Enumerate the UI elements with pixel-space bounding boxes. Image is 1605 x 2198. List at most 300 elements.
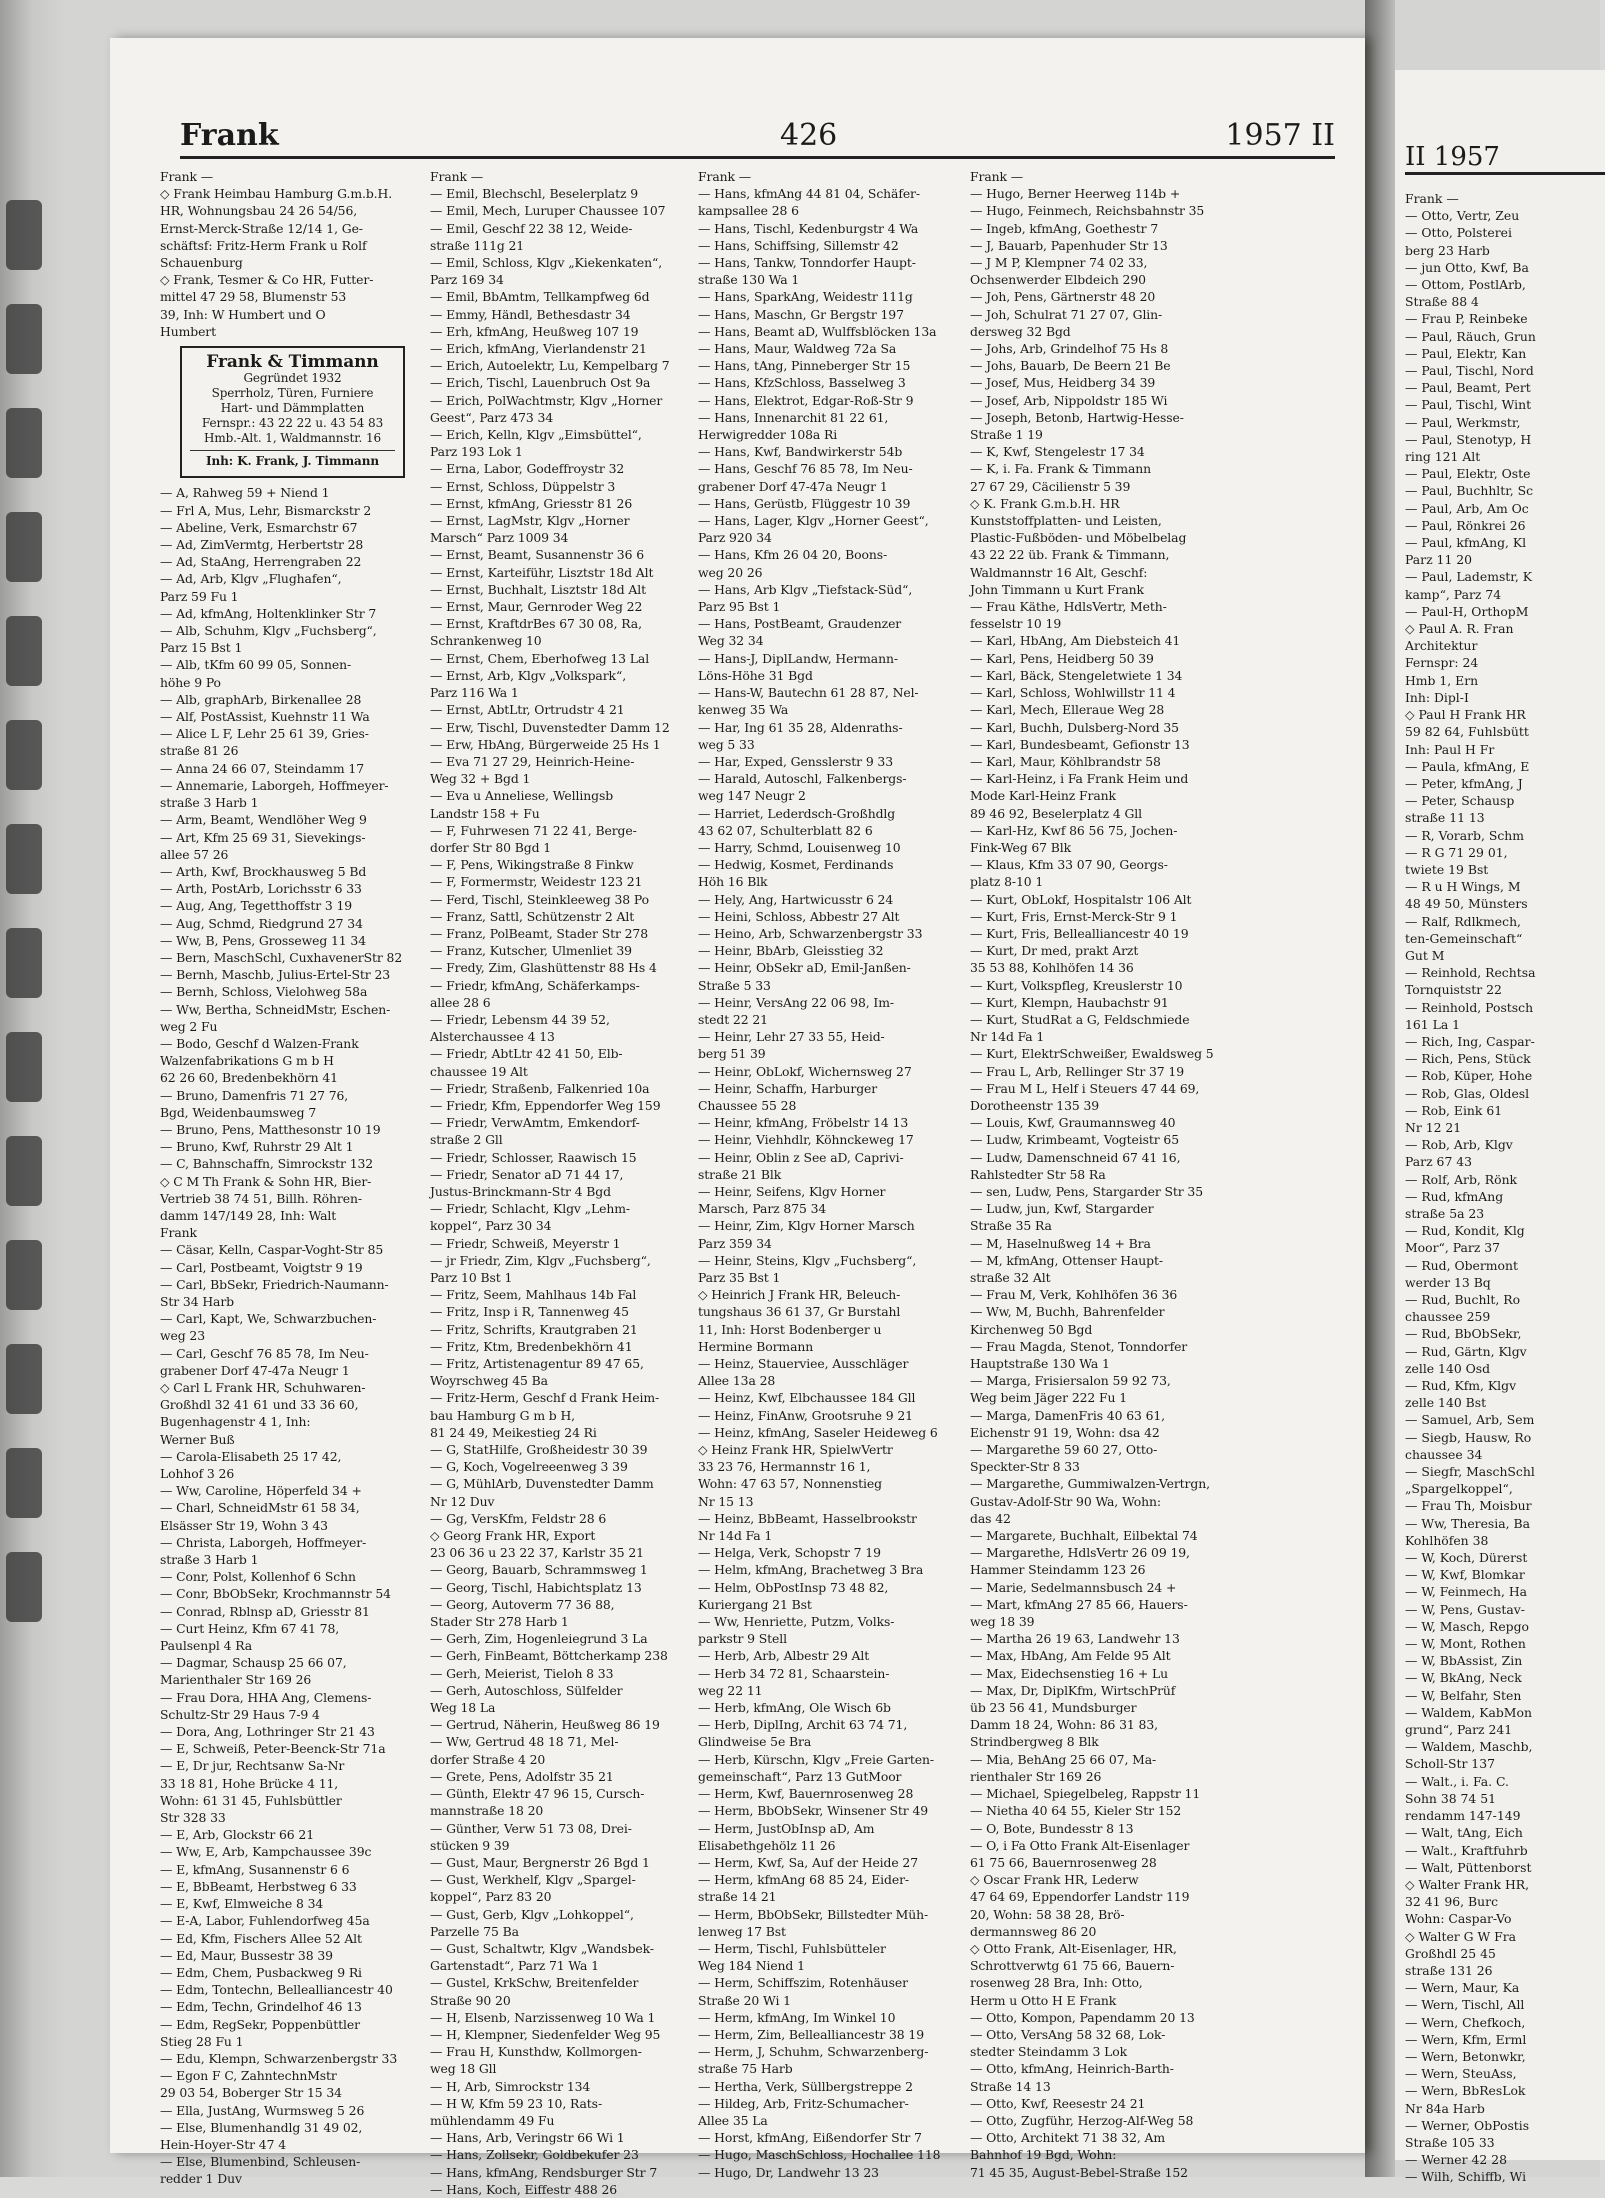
directory-entry: Hmb 1, Ern — [1405, 672, 1479, 688]
directory-entry: straße 32 Alt — [970, 1270, 1051, 1285]
directory-page — [110, 38, 1365, 2197]
directory-entry: chaussee 19 Alt — [430, 1063, 528, 1079]
directory-entry: — Hans, Lager, Klgv „Horner Geest“, — [698, 513, 929, 529]
directory-entry: dorfer Straße 4 20 — [430, 1751, 546, 1767]
directory-entry: 161 La 1 — [1405, 1016, 1461, 1032]
directory-entry: — Kurt, Klempn, Haubachstr 91 — [970, 994, 1169, 1010]
directory-entry: Schrottverwtg 61 75 66, Bauern- — [970, 1958, 1175, 1974]
directory-entry: Straße 20 Wi 1 — [698, 1992, 791, 2008]
directory-entry: — Otto, Vertr, Zeu — [1405, 208, 1520, 224]
directory-entry: Fernspr: 24 — [1405, 655, 1479, 671]
directory-entry: — Hans, Kwf, Bandwirkerstr 54b — [698, 444, 903, 460]
directory-entry: — Siegfr, MaschSchl — [1405, 1464, 1535, 1480]
directory-entry: kenweg 35 Wa — [698, 702, 789, 718]
directory-entry: bau Hamburg G m b H, — [430, 1407, 576, 1423]
directory-entry: Parz 116 Wa 1 — [430, 685, 519, 701]
directory-entry: — Carola-Elisabeth 25 17 42, — [160, 1448, 342, 1464]
directory-entry: — Paul, Buchhltr, Sc — [1405, 483, 1534, 499]
directory-entry: — Paul, Werkmstr, — [1405, 414, 1521, 430]
directory-entry: — Ed, Maur, Bussestr 38 39 — [160, 1947, 333, 1963]
directory-entry: — Waldem, Maschb, — [1405, 1739, 1533, 1755]
directory-entry: Parz 35 Bst 1 — [698, 1270, 781, 1285]
directory-entry: — Har, Ing 61 35 28, Aldenraths- — [698, 719, 903, 735]
directory-entry: Ernst-Merck-Straße 12/14 1, Ge- — [160, 220, 363, 236]
directory-entry: weg 5 33 — [698, 736, 755, 752]
directory-entry: — Herm, Tischl, Fuhlsbütteler — [698, 1940, 886, 1956]
directory-entry: Frank — [160, 1225, 197, 1241]
directory-entry: — Karl, Bäck, Stengeletwiete 1 34 — [970, 667, 1183, 683]
directory-entry: 35 53 88, Kohlhöfen 14 36 — [970, 960, 1134, 976]
directory-entry: Wohn: 47 63 57, Nonnenstieg — [698, 1476, 882, 1492]
directory-entry: Waldmannstr 16 Alt, Geschf: — [970, 564, 1148, 580]
directory-entry: — Helga, Verk, Schopstr 7 19 — [698, 1545, 881, 1561]
directory-entry: Nr 14d Fa 1 — [970, 1029, 1045, 1045]
directory-entry: Stader Str 278 Harb 1 — [430, 1614, 569, 1630]
directory-entry: — Hans, SparkAng, Weidestr 111g — [698, 289, 913, 305]
directory-entry: Parz 15 Bst 1 — [160, 640, 243, 656]
directory-entry: — Johs, Bauarb, De Beern 21 Be — [970, 358, 1171, 374]
directory-entry: — Kurt, ElektrSchweißer, Ewaldsweg 5 — [970, 1046, 1214, 1062]
directory-entry: — Fritz-Herm, Geschf d Frank Heim- — [430, 1390, 660, 1406]
directory-entry: — K, Kwf, Stengelestr 17 34 — [970, 444, 1145, 460]
directory-entry: — Bruno, Damenfris 71 27 76, — [160, 1087, 349, 1103]
directory-entry: — Friedr, Kfm, Eppendorfer Weg 159 — [430, 1097, 661, 1113]
directory-entry: — Heinr, Schaffn, Harburger — [698, 1080, 878, 1096]
directory-entry: — Karl, Schloss, Wohlwillstr 11 4 — [970, 685, 1176, 701]
directory-entry: — E, Kwf, Elmweiche 8 34 — [160, 1896, 324, 1912]
directory-entry: — Karl, Mech, Elleraue Weg 28 — [970, 702, 1165, 718]
directory-entry: — Fritz, Seem, Mahlhaus 14b Fal — [430, 1287, 637, 1303]
directory-entry: — Emil, Schloss, Klgv „Kiekenkaten“, — [430, 255, 663, 271]
directory-entry: — Bruno, Kwf, Ruhrstr 29 Alt 1 — [160, 1139, 354, 1155]
page-gutter — [1365, 0, 1395, 2177]
directory-entry: — Fritz, Ktm, Bredenbekhörn 41 — [430, 1338, 633, 1354]
directory-entry: — Frl A, Mus, Lehr, Bismarckstr 2 — [160, 502, 372, 518]
directory-entry: weg 18 39 — [970, 1614, 1035, 1630]
directory-entry: — Martha 26 19 63, Landwehr 13 — [970, 1631, 1180, 1647]
directory-entry: — Ww, Caroline, Höperfeld 34 + — [160, 1483, 362, 1499]
directory-entry: — M, Haselnußweg 14 + Bra — [970, 1235, 1151, 1251]
directory-entry: — Alb, tKfm 60 99 05, Sonnen- — [160, 657, 352, 673]
directory-entry: — Margarethe, HdlsVertr 26 09 19, — [970, 1545, 1190, 1561]
directory-entry: — Walt, Püttenborst — [1405, 1859, 1532, 1875]
directory-entry: — Heini, Schloss, Abbestr 27 Alt — [698, 908, 900, 924]
directory-entry: — Alb, graphArb, Birkenallee 28 — [160, 691, 362, 707]
directory-entry: 62 26 60, Bredenbekhörn 41 — [160, 1070, 338, 1086]
directory-entry: — Horst, kfmAng, Eißendorfer Str 7 — [698, 2130, 922, 2146]
directory-entry: Alsterchaussee 4 13 — [430, 1029, 555, 1045]
directory-entry: — Georg, Tischl, Habichtsplatz 13 — [430, 1579, 642, 1595]
directory-entry: — Klaus, Kfm 33 07 90, Georgs- — [970, 857, 1168, 873]
directory-entry: — Har, Exped, Gensslerstr 9 33 — [698, 753, 894, 769]
directory-entry: Straße 88 4 — [1405, 294, 1479, 310]
directory-entry: — Hans, Geschf 76 85 78, Im Neu- — [698, 461, 913, 477]
directory-entry: — Kurt, ObLokf, Hospitalstr 106 Alt — [970, 891, 1192, 907]
directory-entry: Weg 184 Niend 1 — [698, 1958, 805, 1974]
directory-entry: 11, Inh: Horst Bodenberger u — [698, 1321, 882, 1337]
directory-entry: — Friedr, VerwAmtm, Emkendorf- — [430, 1115, 640, 1131]
directory-entry: — Edm, Chem, Pusbackweg 9 Ri — [160, 1964, 362, 1980]
directory-entry: — Arth, PostArb, Lorichsstr 6 33 — [160, 881, 362, 897]
directory-entry: ◇ Frank Heimbau Hamburg G.m.b.H. — [160, 186, 393, 202]
directory-entry: — Hans, Beamt aD, Wulffsblöcken 13a — [698, 323, 937, 339]
directory-entry: — Wilh, Schiffb, Wi — [1405, 2169, 1527, 2185]
directory-entry: ◇ Georg Frank HR, Export — [430, 1528, 596, 1544]
directory-entry: — Rud, Kfm, Klgv — [1405, 1378, 1517, 1394]
directory-entry: redder 1 Duv — [160, 2171, 242, 2187]
directory-entry: Plastic-Fußböden- und Möbelbelag — [970, 530, 1187, 546]
directory-entry: Hammer Steindamm 123 26 — [970, 1562, 1146, 1578]
directory-entry: — Edu, Klempn, Schwarzenbergstr 33 — [160, 2050, 398, 2066]
directory-entry: kampsallee 28 6 — [698, 203, 799, 219]
directory-entry: — Hans, Maur, Waldweg 72a Sa — [698, 341, 897, 357]
directory-entry: — O, i Fa Otto Frank Alt-Eisenlager — [970, 1837, 1190, 1853]
directory-entry: — Paul, Beamt, Pert — [1405, 380, 1531, 396]
directory-entry: — Reinhold, Postsch — [1405, 999, 1534, 1015]
directory-entry: — Rud, Kondit, Klg — [1405, 1223, 1525, 1239]
directory-entry: Herm u Otto H E Frank — [970, 1992, 1117, 2008]
page-number: 426 — [780, 118, 838, 153]
directory-entry: Ochsenwerder Elbdeich 290 — [970, 272, 1146, 288]
directory-entry: straße 3 Harb 1 — [160, 795, 259, 811]
directory-entry: — Gust, Schaltwtr, Klgv „Wandsbek- — [430, 1940, 654, 1956]
directory-entry: — Cäsar, Kelln, Caspar-Voght-Str 85 — [160, 1242, 384, 1258]
directory-entry: — Ludw, jun, Kwf, Stargarder — [970, 1201, 1154, 1217]
directory-entry: — Frau Dora, HHA Ang, Clemens- — [160, 1689, 372, 1705]
directory-entry: — Hugo, MaschSchloss, Hochallee 118 — [698, 2147, 941, 2163]
directory-entry: — Hans, Innenarchit 81 22 61, — [698, 409, 889, 425]
directory-entry: Parz 920 34 — [698, 530, 772, 546]
directory-entry: — Ww, E, Arb, Kampchaussee 39c — [160, 1844, 372, 1860]
directory-entry: 23 06 36 u 23 22 37, Karlstr 35 21 — [430, 1545, 644, 1561]
directory-entry: — Franz, PolBeamt, Stader Str 278 — [430, 925, 648, 941]
directory-entry: — Herm, kfmAng, Im Winkel 10 — [698, 2009, 896, 2025]
directory-entry: — Gerh, Meierist, Tieloh 8 33 — [430, 1665, 614, 1681]
directory-entry: — Hildeg, Arb, Fritz-Schumacher- — [698, 2095, 909, 2111]
directory-entry: — Hans, PostBeamt, Graudenzer — [698, 616, 902, 632]
directory-entry: — Rud, Obermont — [1405, 1257, 1518, 1273]
directory-entry: — Otto, Kompon, Papendamm 20 13 — [970, 2009, 1195, 2025]
directory-entry: Str 328 33 — [160, 1810, 226, 1826]
directory-entry: — Wern, Kfm, Erml — [1405, 2031, 1527, 2047]
directory-entry: Nr 12 21 — [1405, 1119, 1462, 1135]
directory-entry: grabener Dorf 47-47a Neugr 1 — [160, 1362, 350, 1378]
directory-entry: koppel“, Parz 30 34 — [430, 1218, 552, 1234]
directory-entry: straße 2 Gll — [430, 1132, 503, 1148]
directory-entry: — Heinr, Viehhdlr, Köhnckeweg 17 — [698, 1132, 914, 1148]
directory-entry: — Erich, Tischl, Lauenbruch Ost 9a — [430, 375, 651, 391]
directory-entry: — Friedr, Lebensm 44 39 52, — [430, 1011, 610, 1027]
directory-entry: — Ernst, LagMstr, Klgv „Horner — [430, 513, 630, 529]
directory-entry: — Karl, HbAng, Am Diebsteich 41 — [970, 633, 1181, 649]
directory-entry: Kirchenweg 50 Bgd — [970, 1321, 1093, 1337]
directory-entry: — E, BbBeamt, Herbstweg 6 33 — [160, 1878, 357, 1894]
directory-entry: — Rob, Arb, Klgv — [1405, 1137, 1513, 1153]
directory-entry: — Ernst, Maur, Gernroder Weg 22 — [430, 599, 643, 615]
directory-entry: — Edm, RegSekr, Poppenbüttler — [160, 2016, 360, 2032]
directory-entry: — Rud, Gärtn, Klgv — [1405, 1343, 1527, 1359]
directory-entry: — Ella, JustAng, Wurmsweg 5 26 — [160, 2102, 365, 2118]
directory-entry: — Rud, BbObSekr, — [1405, 1326, 1522, 1342]
directory-entry: — Aug, Schmd, Riedgrund 27 34 — [160, 915, 363, 931]
directory-entry: — Hugo, Dr, Landwehr 13 23 — [698, 2164, 879, 2180]
directory-entry: Straße 35 Ra — [970, 1218, 1052, 1234]
header-year: 1957 II — [1225, 118, 1335, 153]
directory-entry: — Fritz, Artistenagentur 89 47 65, — [430, 1356, 644, 1372]
right-page-header: II 1957 — [1405, 142, 1605, 175]
directory-entry: — Frau M, Verk, Kohlhöfen 36 36 — [970, 1287, 1178, 1303]
directory-entry: — G, Koch, Vogelreeenweg 3 39 — [430, 1459, 628, 1475]
directory-entry: — Art, Kfm 25 69 31, Sievekings- — [160, 829, 366, 845]
directory-entry: — Erh, kfmAng, Heußweg 107 19 — [430, 323, 639, 339]
directory-entry: — Paul, Räuch, Grun — [1405, 328, 1536, 344]
directory-entry: straße 111g 21 — [430, 237, 525, 253]
directory-entry: — Hans, Elektrot, Edgar-Roß-Str 9 — [698, 392, 914, 408]
directory-entry: — Grete, Pens, Adolfstr 35 21 — [430, 1768, 614, 1784]
directory-entry: 29 03 54, Boberger Str 15 34 — [160, 2085, 342, 2101]
directory-entry: mühlendamm 49 Fu — [430, 2112, 555, 2128]
directory-entry: ◇ Heinz Frank HR, SpielwVertr — [698, 1442, 893, 1458]
directory-entry: — Peter, Schausp — [1405, 793, 1515, 809]
directory-entry: — Curt Heinz, Kfm 67 41 78, — [160, 1620, 340, 1636]
directory-entry: — M, kfmAng, Ottenser Haupt- — [970, 1252, 1163, 1268]
directory-entry: — Ludw, Damenschneid 67 41 16, — [970, 1149, 1181, 1165]
directory-entry: Marienthaler Str 169 26 — [160, 1672, 312, 1688]
directory-entry: ◇ C M Th Frank & Sohn HR, Bier- — [160, 1173, 372, 1189]
directory-entry: ◇ Heinrich J Frank HR, Beleuch- — [698, 1287, 901, 1303]
directory-entry: ◇ Frank, Tesmer & Co HR, Futter- — [160, 272, 374, 288]
directory-entry: Frank — — [698, 169, 752, 184]
directory-entry: — Günther, Verw 51 73 08, Drei- — [430, 1820, 632, 1836]
directory-entry: — Hans, Tankw, Tonndorfer Haupt- — [698, 255, 916, 271]
directory-entry: — Paul, Elektr, Oste — [1405, 466, 1531, 482]
directory-entry: — Johs, Arb, Grindelhof 75 Hs 8 — [970, 341, 1169, 357]
directory-entry: — jr Friedr, Zim, Klgv „Fuchsberg“, — [430, 1252, 651, 1268]
directory-entry: Straße 90 20 — [430, 1992, 511, 2008]
directory-entry: höhe 9 Po — [160, 674, 221, 690]
directory-entry: — Heinr, VersAng 22 06 98, Im- — [698, 994, 894, 1010]
directory-entry: gemeinschaft“, Parz 13 GutMoor — [698, 1768, 902, 1784]
directory-entry: — C, Bahnschaffn, Simrockstr 132 — [160, 1156, 374, 1172]
directory-entry: — Rich, Pens, Stück — [1405, 1051, 1531, 1067]
ad-line: Gegründet 1932 — [243, 371, 342, 386]
directory-entry: straße 81 26 — [160, 743, 239, 759]
directory-entry: Parz 359 34 — [698, 1235, 772, 1251]
directory-entry: zelle 140 Osd — [1405, 1360, 1491, 1376]
directory-entry: — jun Otto, Kwf, Ba — [1405, 259, 1529, 275]
directory-entry: — Erich, kfmAng, Vierlandenstr 21 — [430, 341, 647, 357]
directory-entry: — Ernst, Beamt, Susannenstr 36 6 — [430, 547, 644, 563]
directory-entry: — Heinz, Kwf, Elbchaussee 184 Gll — [698, 1390, 916, 1406]
directory-entry: stedt 22 21 — [698, 1011, 768, 1027]
directory-entry: — Franz, Sattl, Schützenstr 2 Alt — [430, 908, 635, 924]
directory-entry: — Kurt, Volkspfleg, Kreuslerstr 10 — [970, 977, 1183, 993]
directory-entry: — Rob, Eink 61 — [1405, 1102, 1503, 1118]
directory-entry: — Heinr, Steins, Klgv „Fuchsberg“, — [698, 1252, 917, 1268]
directory-entry: dermannsweg 86 20 — [970, 1923, 1097, 1939]
directory-entry: — Kurt, Dr med, prakt Arzt — [970, 943, 1139, 959]
directory-entry: — Heinr, Zim, Klgv Horner Marsch — [698, 1218, 915, 1234]
directory-entry: — Hans-W, Bautechn 61 28 87, Nel- — [698, 685, 919, 701]
directory-entry: — Wern, SteuAss, — [1405, 2066, 1517, 2082]
directory-entry: — Erw, Tischl, Duvenstedter Damm 12 — [430, 719, 670, 735]
directory-entry: — Christa, Laborgeh, Hoffmeyer- — [160, 1534, 367, 1550]
directory-entry: — Abeline, Verk, Esmarchstr 67 — [160, 519, 358, 535]
directory-entry: — Ernst, Buchhalt, Lisztstr 18d Alt — [430, 581, 646, 597]
directory-entry: — Waldem, KabMon — [1405, 1704, 1532, 1720]
directory-entry: — A, Rahweg 59 + Niend 1 — [160, 485, 330, 501]
directory-entry: — Wern, Maur, Ka — [1405, 1980, 1520, 1996]
directory-entry: zelle 140 Bst — [1405, 1395, 1487, 1411]
directory-entry: — H W, Kfm 59 23 10, Rats- — [430, 2095, 603, 2111]
directory-entry: — Heinr, ObSekr aD, Emil-Janßen- — [698, 960, 911, 976]
directory-entry: ◇ Oscar Frank HR, Lederw — [970, 1872, 1139, 1888]
directory-entry: — Margarethe 59 60 27, Otto- — [970, 1442, 1158, 1458]
directory-entry: — G, StatHilfe, Großheidestr 30 39 — [430, 1442, 648, 1458]
directory-entry: Vertrieb 38 74 51, Billh. Röhren- — [160, 1190, 362, 1206]
directory-entry: Kuriergang 21 Bst — [698, 1596, 812, 1612]
directory-entry: — Ernst, Schloss, Düppelstr 3 — [430, 478, 616, 494]
directory-entry: — Ferd, Tischl, Steinkleeweg 38 Po — [430, 891, 649, 907]
directory-entry: John Timmann u Kurt Frank — [970, 581, 1144, 597]
directory-entry: Fink-Weg 67 Blk — [970, 839, 1072, 855]
directory-entry: ◇ Walter Frank HR, — [1405, 1876, 1530, 1892]
directory-entry: — Edm, Techn, Grindelhof 46 13 — [160, 1999, 362, 2015]
directory-entry: — Herm, BbObSekr, Billstedter Müh- — [698, 1906, 929, 1922]
directory-entry: — F, Fuhrwesen 71 22 41, Berge- — [430, 822, 637, 838]
directory-entry: straße 130 Wa 1 — [698, 272, 800, 288]
directory-entry: — H, Elsenb, Narzissenweg 10 Wa 1 — [430, 2009, 656, 2025]
directory-entry: — Alf, PostAssist, Kuehnstr 11 Wa — [160, 709, 370, 725]
directory-entry: — Günth, Elektr 47 96 15, Cursch- — [430, 1786, 645, 1802]
directory-entry: — Rud, kfmAng — [1405, 1188, 1504, 1204]
directory-entry: Nr 14d Fa 1 — [698, 1528, 773, 1544]
directory-entry: — Rob, Glas, Oldesl — [1405, 1085, 1530, 1101]
directory-entry: — Herm, Zim, Bellealliancestr 38 19 — [698, 2026, 924, 2042]
column-2 — [430, 168, 690, 2198]
directory-entry: — Karl-Heinz, i Fa Frank Heim und — [970, 771, 1189, 787]
directory-entry: rendamm 147-149 — [1405, 1808, 1521, 1824]
directory-entry: HR, Wohnungsbau 24 26 54/56, — [160, 203, 358, 219]
directory-entry: — Josef, Arb, Nippoldstr 185 Wi — [970, 392, 1168, 408]
directory-entry: Wohn: 61 31 45, Fuhlsbüttler — [160, 1792, 342, 1808]
directory-entry: — Hans, Kfm 26 04 20, Boons- — [698, 547, 888, 563]
directory-entry: — Bodo, Geschf d Walzen-Frank — [160, 1035, 359, 1051]
directory-entry: — Gust, Maur, Bergnerstr 26 Bgd 1 — [430, 1854, 650, 1870]
directory-entry: — Bernh, Maschb, Julius-Ertel-Str 23 — [160, 967, 391, 983]
directory-entry: — Conr, Polst, Kollenhof 6 Schn — [160, 1569, 356, 1585]
column-3 — [698, 168, 958, 2181]
directory-entry: — Marie, Sedelmannsbusch 24 + — [970, 1579, 1177, 1595]
directory-entry: — W, Kwf, Blomkar — [1405, 1567, 1525, 1583]
directory-entry: berg 23 Harb — [1405, 242, 1490, 258]
directory-entry: — Ad, kfmAng, Holtenklinker Str 7 — [160, 605, 377, 621]
directory-entry: — F, Pens, Wikingstraße 8 Finkw — [430, 857, 634, 873]
directory-entry: Kunststoffplatten- und Leisten, — [970, 513, 1162, 529]
directory-entry: ◇ Paul A. R. Fran — [1405, 621, 1514, 637]
directory-entry: Nr 12 Duv — [430, 1493, 495, 1509]
directory-entry: — Louis, Kwf, Graumannsweg 40 — [970, 1115, 1176, 1131]
column-4 — [970, 168, 1240, 2181]
directory-entry: — Marga, DamenFris 40 63 61, — [970, 1407, 1166, 1423]
directory-entry: Geest“, Parz 473 34 — [430, 409, 554, 425]
directory-entry: — Carl, Postbeamt, Voigtstr 9 19 — [160, 1259, 363, 1275]
directory-entry: — Reinhold, Rechtsa — [1405, 965, 1536, 981]
directory-entry: — Ww, Gertrud 48 18 71, Mel- — [430, 1734, 619, 1750]
directory-entry: — Fritz, Schrifts, Krautgraben 21 — [430, 1321, 638, 1337]
directory-entry: — Herm, Kwf, Sa, Auf der Heide 27 — [698, 1854, 919, 1870]
directory-entry: — Wern, Betonwkr, — [1405, 2048, 1526, 2064]
directory-entry: — Paul, Tischl, Nord — [1405, 363, 1534, 379]
directory-entry: — Erna, Labor, Godeffroystr 32 — [430, 461, 625, 477]
directory-entry: — Carl, Geschf 76 85 78, Im Neu- — [160, 1345, 369, 1361]
directory-entry: Parz 11 20 — [1405, 552, 1473, 568]
directory-entry: 89 46 92, Beselerplatz 4 Gll — [970, 805, 1142, 821]
directory-entry: straße 5a 23 — [1405, 1205, 1485, 1221]
directory-entry: — Otto, Polsterei — [1405, 225, 1512, 241]
directory-entry: grabener Dorf 47-47a Neugr 1 — [698, 478, 888, 494]
directory-entry: — Gerh, FinBeamt, Böttcherkamp 238 — [430, 1648, 668, 1664]
directory-entry: — Kurt, StudRat a G, Feldschmiede — [970, 1011, 1190, 1027]
directory-entry: Bgd, Weidenbaumsweg 7 — [160, 1104, 317, 1120]
directory-entry: — Alice L F, Lehr 25 61 39, Gries- — [160, 726, 369, 742]
directory-entry: — Herm, JustObInsp aD, Am — [698, 1820, 875, 1836]
directory-entry: — Margarete, Buchhalt, Eilbektal 74 — [970, 1528, 1198, 1544]
directory-entry: — Rud, Buchlt, Ro — [1405, 1292, 1521, 1307]
directory-entry: — Erich, Kelln, Klgv „Eimsbüttel“, — [430, 427, 642, 443]
directory-entry: Tornquiststr 22 — [1405, 982, 1502, 998]
directory-entry: ◇ K. Frank G.m.b.H. HR — [970, 495, 1120, 511]
directory-entry: — Rob, Küper, Hohe — [1405, 1068, 1533, 1084]
directory-entry: Scholl-Str 137 — [1405, 1756, 1495, 1772]
directory-entry: — Heinr, Seifens, Klgv Horner — [698, 1183, 886, 1199]
directory-entry: 47 64 69, Eppendorfer Landstr 119 — [970, 1889, 1190, 1905]
directory-entry: — Werner 42 28 — [1405, 2152, 1507, 2168]
directory-entry: Gartenstadt“, Parz 71 Wa 1 — [430, 1958, 599, 1974]
directory-entry: grund“, Parz 241 — [1405, 1722, 1513, 1738]
directory-entry: — Alb, Schuhm, Klgv „Fuchsberg“, — [160, 623, 377, 639]
ad-title: Frank & Timmann — [206, 352, 379, 373]
directory-entry: — Otto, Kwf, Reesestr 24 21 — [970, 2095, 1146, 2111]
directory-entry: — W, Belfahr, Sten — [1405, 1687, 1522, 1703]
directory-entry: — Karl-Hz, Kwf 86 56 75, Jochen- — [970, 822, 1178, 838]
directory-entry: 43 62 07, Schulterblatt 82 6 — [698, 822, 873, 838]
directory-entry: Weg beim Jäger 222 Fu 1 — [970, 1390, 1128, 1406]
directory-entry: straße 3 Harb 1 — [160, 1552, 259, 1568]
directory-entry: Straße 5 33 — [698, 977, 771, 993]
directory-entry: stedter Steindamm 3 Lok — [970, 2044, 1127, 2060]
directory-entry: — Otto, Architekt 71 38 32, Am — [970, 2130, 1166, 2146]
directory-entry: Rahlstedter Str 58 Ra — [970, 1166, 1106, 1182]
ad-owners: Inh: K. Frank, J. Timmann — [190, 450, 395, 470]
directory-entry: — Paul, Stenotyp, H — [1405, 431, 1532, 447]
directory-entry: damm 147/149 28, Inh: Walt — [160, 1207, 337, 1223]
directory-entry: — Hugo, Feinmech, Reichsbahnstr 35 — [970, 203, 1205, 219]
directory-entry: — Hans-J, DiplLandw, Hermann- — [698, 650, 898, 666]
directory-entry: — Heinr, Lehr 27 33 55, Heid- — [698, 1029, 885, 1045]
directory-entry: Höh 16 Blk — [698, 874, 768, 890]
directory-entry: — Hans, kfmAng, Rendsburger Str 7 — [430, 2164, 658, 2180]
directory-entry: — Heinr, kfmAng, Fröbelstr 14 13 — [698, 1115, 909, 1131]
directory-entry: 59 82 64, Fuhlsbütt — [1405, 724, 1529, 740]
directory-entry: — Marga, Frisiersalon 59 92 73, — [970, 1373, 1171, 1389]
directory-entry: Straße 14 13 — [970, 2078, 1051, 2094]
directory-entry: — Gerh, Zim, Hogenleiegrund 3 La — [430, 1631, 648, 1647]
directory-entry: — Hans, Koch, Eiffestr 488 26 — [430, 2181, 618, 2197]
directory-entry: Schrankenweg 10 — [430, 633, 542, 649]
directory-entry: Hermine Bormann — [698, 1338, 814, 1354]
right-page-fragment — [1395, 70, 1605, 2185]
